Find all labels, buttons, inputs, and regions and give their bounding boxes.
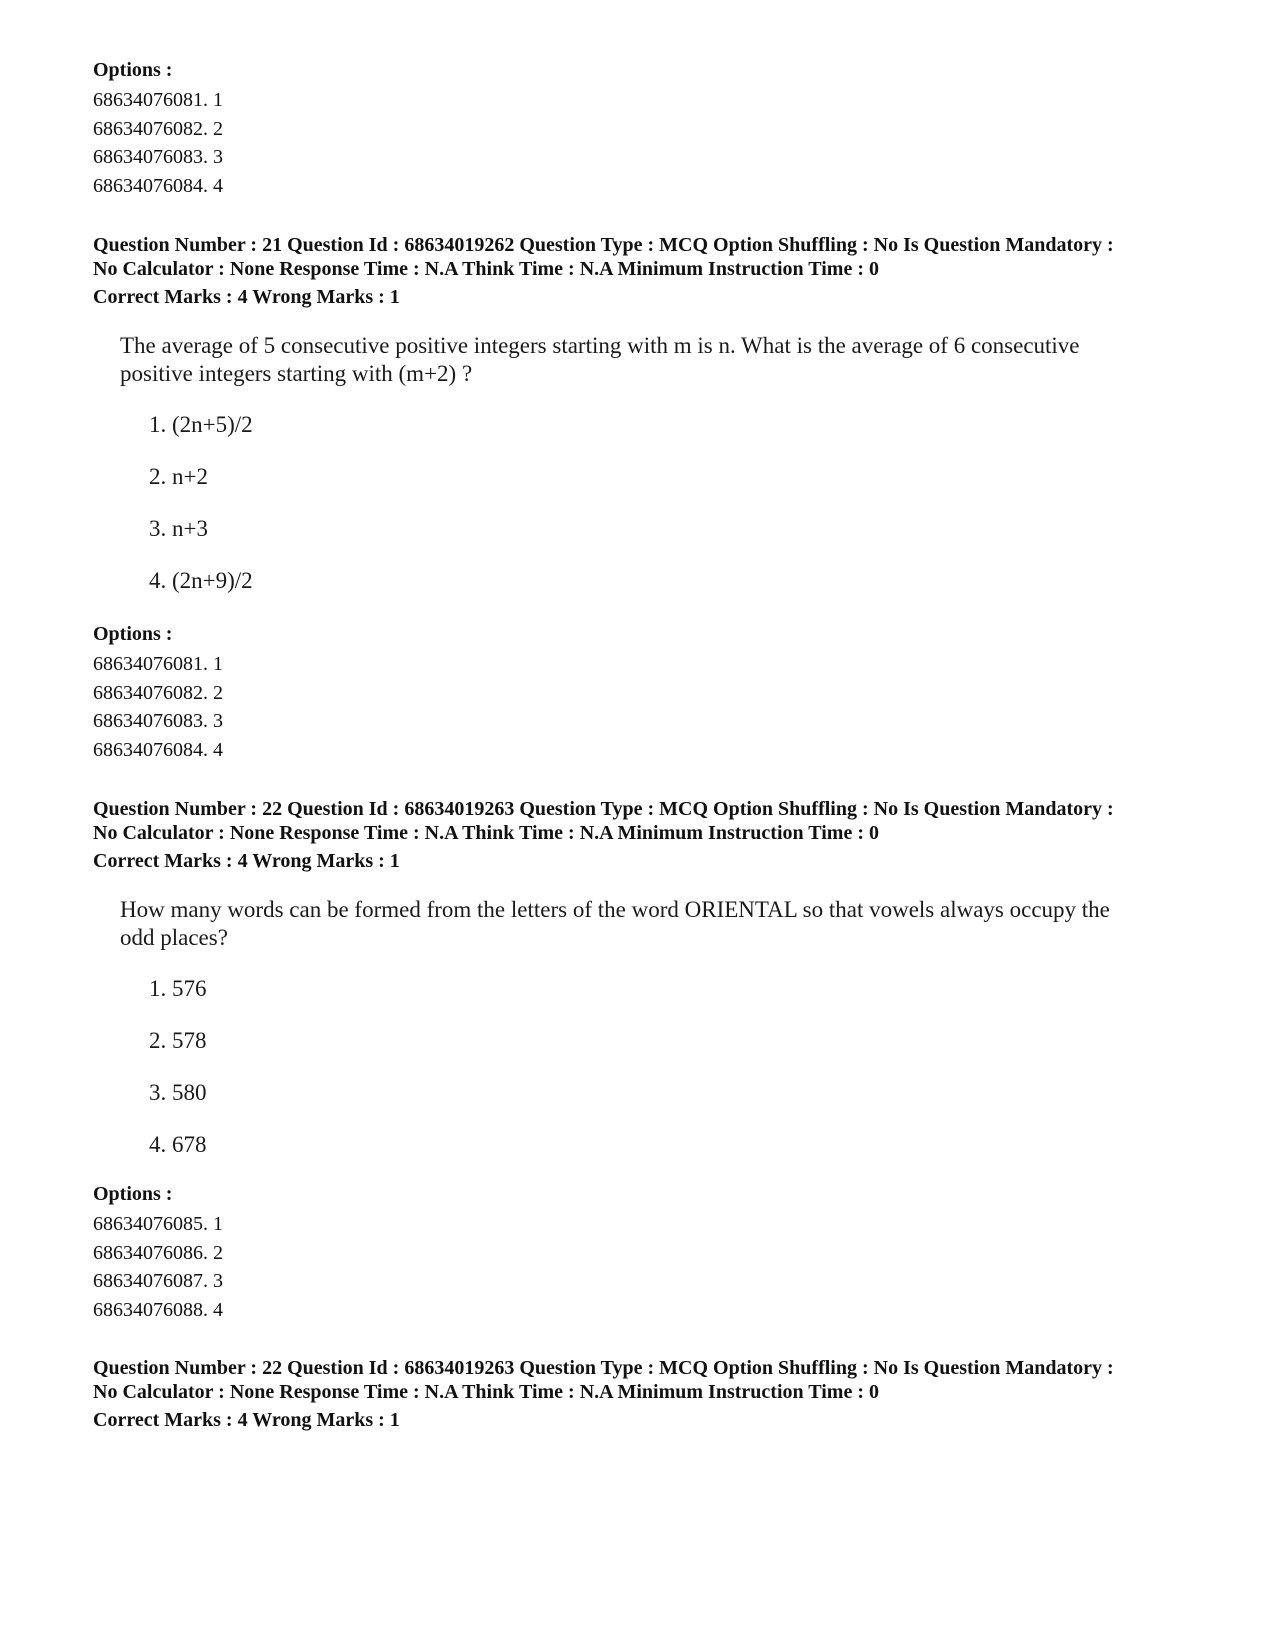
question-meta-line-1: Question Number : 22 Question Id : 68634019263 Question Type : MCQ Option Shuffling : No Is Question Mandatory :: [93, 798, 1114, 820]
question-21-choice-3: 3. n+3: [149, 516, 208, 541]
question-21-header: [93, 233, 1193, 309]
question-meta-line-2: No Calculator : None Response Time : N.A Think Time : N.A Minimum Instruction Time : 0: [93, 1381, 879, 1403]
question-21-text: [120, 332, 1140, 388]
option-id-line: 68634076084. 4: [93, 738, 223, 761]
option-id-line: 68634076081. 1: [93, 653, 223, 675]
question-21-choice-4: 4. (2n+9)/2: [149, 568, 253, 593]
question-meta-line-1: Question Number : 21 Question Id : 68634019262 Question Type : MCQ Option Shuffling : No Is Question Mandatory :: [93, 234, 1114, 256]
question-text-line-1: The average of 5 consecutive positive integers starting with m is n. What is the average of 6 consecutive: [120, 333, 1080, 358]
question-22-repeat-header: [93, 1356, 1193, 1432]
question-meta-line-1: Question Number : 22 Question Id : 68634019263 Question Type : MCQ Option Shuffling : No Is Question Mandatory :: [93, 1357, 1114, 1379]
question-marks: Correct Marks : 4 Wrong Marks : 1: [93, 850, 400, 872]
option-id-line: 68634076083. 3: [93, 710, 223, 733]
option-id-line: 68634076082. 2: [93, 681, 223, 704]
options-label: Options :: [93, 59, 173, 81]
question-marks: Correct Marks : 4 Wrong Marks : 1: [93, 1409, 400, 1431]
question-22-choice-1: 1. 576: [149, 976, 207, 1001]
top-options-block: [93, 58, 1193, 200]
question-marks: Correct Marks : 4 Wrong Marks : 1: [93, 286, 400, 308]
question-meta-line-2: No Calculator : None Response Time : N.A Think Time : N.A Minimum Instruction Time : 0: [93, 822, 879, 844]
options-label: Options :: [93, 623, 173, 645]
question-text-line-1: How many words can be formed from the letters of the word ORIENTAL so that vowels always occupy the: [120, 897, 1110, 922]
question-21-choice-2: 2. n+2: [149, 464, 208, 489]
question-meta-line-2: No Calculator : None Response Time : N.A Think Time : N.A Minimum Instruction Time : 0: [93, 258, 879, 280]
question-22-options: [93, 1182, 1193, 1324]
option-id-line: 68634076084. 4: [93, 174, 223, 197]
question-22-header: [93, 797, 1193, 873]
question-text-line-2: positive integers starting with (m+2) ?: [120, 361, 473, 386]
option-id-line: 68634076087. 3: [93, 1270, 223, 1293]
question-21-options: [93, 622, 1193, 764]
question-22-text: [120, 896, 1140, 952]
option-id-line: 68634076086. 2: [93, 1241, 223, 1264]
option-id-line: 68634076088. 4: [93, 1298, 223, 1321]
option-id-line: 68634076085. 1: [93, 1213, 223, 1235]
question-22-choice-4: 4. 678: [149, 1132, 207, 1157]
question-22-choice-2: 2. 578: [149, 1028, 207, 1053]
option-id-line: 68634076083. 3: [93, 146, 223, 169]
option-id-line: 68634076082. 2: [93, 117, 223, 140]
options-label: Options :: [93, 1183, 173, 1205]
option-id-line: 68634076081. 1: [93, 89, 223, 111]
question-22-choice-3: 3. 580: [149, 1080, 207, 1105]
question-21-choice-1: 1. (2n+5)/2: [149, 412, 253, 437]
question-text-line-2: odd places?: [120, 925, 228, 950]
